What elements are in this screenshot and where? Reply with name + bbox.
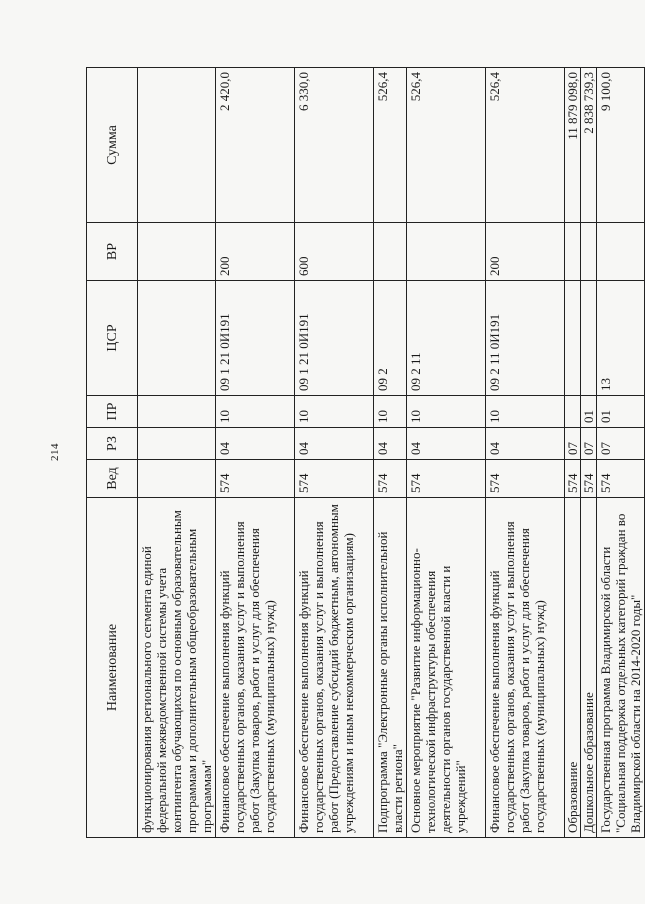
cell-ved: 574 [581, 460, 597, 498]
cell-ved [138, 460, 216, 498]
cell-sum: 2 420,0 [216, 68, 295, 223]
cell-rz: 07 [565, 428, 581, 460]
cell-rz: 04 [295, 428, 374, 460]
header-csr: ЦСР [87, 281, 138, 396]
header-rz: РЗ [87, 428, 138, 460]
table-row [581, 68, 597, 838]
cell-sum: 11 879 098,0 [565, 68, 581, 223]
cell-name: Дошкольное образование [581, 498, 597, 838]
cell-csr: 09 2 11 0И191 [486, 281, 565, 396]
cell-vr: 200 [486, 223, 565, 281]
cell-rz: 04 [374, 428, 407, 460]
cell-vr: 600 [295, 223, 374, 281]
cell-rz: 04 [407, 428, 486, 460]
cell-ved: 574 [374, 460, 407, 498]
cell-sum: 6 330,0 [295, 68, 374, 223]
cell-sum: 9 100,0 [597, 68, 645, 223]
cell-csr: 09 2 11 [407, 281, 486, 396]
header-ved: Вед [87, 460, 138, 498]
cell-ved: 574 [565, 460, 581, 498]
cell-rz: 04 [486, 428, 565, 460]
cell-csr [581, 281, 597, 396]
cell-sum: 526,4 [407, 68, 486, 223]
cell-pr: 10 [486, 396, 565, 428]
header-pr: ПР [87, 396, 138, 428]
cell-vr [407, 223, 486, 281]
cell-pr [138, 396, 216, 428]
cell-vr [597, 223, 645, 281]
cell-pr [565, 396, 581, 428]
rotated-page-content [86, 68, 643, 838]
cell-vr [374, 223, 407, 281]
cell-rz: 07 [581, 428, 597, 460]
table-row [597, 68, 645, 838]
table-row [486, 68, 565, 838]
cell-name: Финансовое обеспечение выполнения функций государственных органов, оказания услуг и выполнения работ (Закупка товаров, работ и услуг для обеспечения государственных (муниципальных) нужд) [216, 498, 295, 838]
cell-pr: 10 [407, 396, 486, 428]
cell-rz [138, 428, 216, 460]
cell-ved: 574 [486, 460, 565, 498]
cell-vr [565, 223, 581, 281]
cell-sum: 2 838 739,3 [581, 68, 597, 223]
cell-pr: 10 [216, 396, 295, 428]
cell-pr: 01 [597, 396, 645, 428]
cell-ved: 574 [407, 460, 486, 498]
cell-name: Основное мероприятие "Развитие информационно-технологической инфраструктуры обеспечения деятельности органов государственной власти и учреждений" [407, 498, 486, 838]
cell-name: Финансовое обеспечение выполнения функций государственных органов, оказания услуг и выполнения работ (Закупка товаров, работ и услуг для обеспечения государственных (муниципальных) нужд) [486, 498, 565, 838]
cell-pr: 01 [581, 396, 597, 428]
cell-vr [581, 223, 597, 281]
header-name: Наименование [87, 498, 138, 838]
page-number: 214 [49, 443, 61, 461]
table-header-row [87, 68, 138, 838]
cell-pr: 10 [295, 396, 374, 428]
table-row [374, 68, 407, 838]
cell-ved: 574 [295, 460, 374, 498]
cell-rz: 04 [216, 428, 295, 460]
cell-sum [138, 68, 216, 223]
cell-rz: 07 [597, 428, 645, 460]
cell-name: Подпрограмма "Электронные органы исполнительной власти региона" [374, 498, 407, 838]
cell-csr: 09 1 21 0И191 [295, 281, 374, 396]
table-row [565, 68, 581, 838]
cell-csr: 09 1 21 0И191 [216, 281, 295, 396]
header-vr: ВР [87, 223, 138, 281]
cell-csr [138, 281, 216, 396]
cell-name: Финансовое обеспечение выполнения функций государственных органов, оказания услуг и выполнения работ (Предоставление субсидий бюджетным, автономным учреждениям и иным некоммерческим организациям) [295, 498, 374, 838]
cell-vr [138, 223, 216, 281]
cell-csr: 09 2 [374, 281, 407, 396]
cell-ved: 574 [597, 460, 645, 498]
cell-csr: 13 [597, 281, 645, 396]
cell-sum: 526,4 [486, 68, 565, 223]
table-row [138, 68, 216, 838]
table-row [407, 68, 486, 838]
cell-sum: 526,4 [374, 68, 407, 223]
cell-name: функционирования регионального сегмента единой федеральной межведомственной системы учета контингента обучающихся по основным образовательным программам и дополнительным общеобразовательным программам" [138, 498, 216, 838]
cell-name: Государственная программа Владимирской области "Социальная поддержка отдельных категорий граждан во Владимирской области на 2014-2020 годы" [597, 498, 645, 838]
cell-pr: 10 [374, 396, 407, 428]
cell-vr: 200 [216, 223, 295, 281]
table-row [295, 68, 374, 838]
cell-csr [565, 281, 581, 396]
table-row [216, 68, 295, 838]
cell-ved: 574 [216, 460, 295, 498]
budget-table [86, 67, 645, 838]
header-sum: Сумма [87, 68, 138, 223]
cell-name: Образование [565, 498, 581, 838]
